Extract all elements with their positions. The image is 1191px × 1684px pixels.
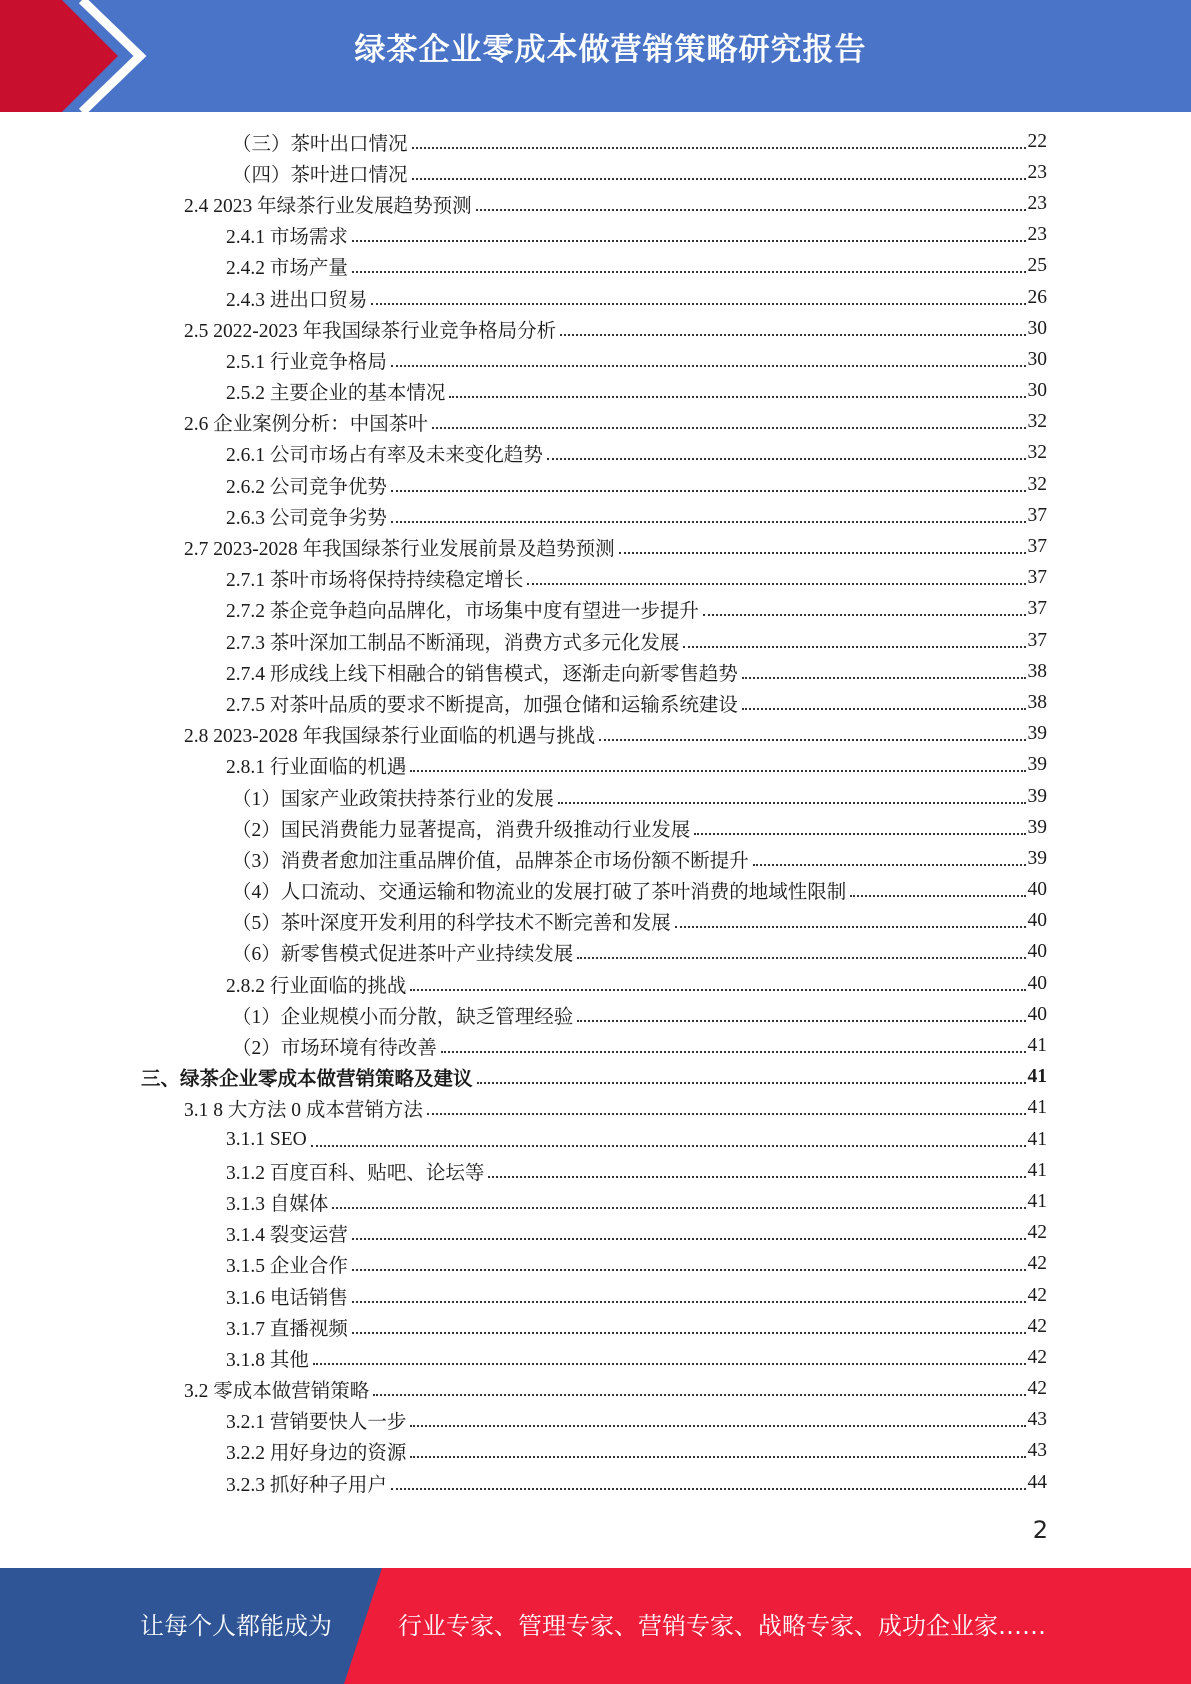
toc-entry-label: （5）茶叶深度开发利用的科学技术不断完善和发展 — [232, 913, 671, 935]
toc-entry[interactable] — [0, 500, 1047, 531]
toc-dot-leader — [742, 677, 1026, 679]
toc-entry[interactable] — [0, 1093, 1047, 1124]
toc-entry-label: 2.4.3 进出口贸易 — [226, 289, 368, 311]
toc-entry-page: 39 — [1027, 847, 1047, 869]
toc-entry-page: 40 — [1027, 972, 1047, 994]
toc-entry[interactable] — [0, 1436, 1047, 1467]
toc-entry-label: 2.8.2 行业面临的挑战 — [226, 975, 407, 997]
toc-entry[interactable] — [0, 594, 1047, 625]
toc-entry[interactable] — [0, 906, 1047, 937]
toc-entry-page: 30 — [1027, 317, 1047, 339]
toc-entry-label: （2）国民消费能力显著提高，消费升级推动行业发展 — [232, 819, 691, 841]
toc-entry-label: （4）人口流动、交通运输和物流业的发展打破了茶叶消费的地域性限制 — [232, 882, 847, 904]
toc-dot-leader — [352, 1301, 1026, 1303]
toc-entry[interactable] — [0, 438, 1047, 469]
toc-entry[interactable] — [0, 719, 1047, 750]
toc-dot-leader — [432, 427, 1026, 429]
toc-entry-page: 23 — [1027, 161, 1047, 183]
toc-entry-label: 2.4.2 市场产量 — [226, 258, 348, 280]
toc-entry[interactable] — [0, 157, 1047, 188]
toc-entry-page: 23 — [1027, 192, 1047, 214]
toc-entry-page: 30 — [1027, 380, 1047, 402]
page-number: 2 — [1032, 1516, 1048, 1544]
toc-entry[interactable] — [0, 531, 1047, 562]
toc-entry-label: 2.6 企业案例分析：中国茶叶 — [184, 414, 428, 436]
toc-entry-label: （四）茶叶进口情况 — [232, 164, 408, 186]
toc-entry-label: （1）国家产业政策扶持茶行业的发展 — [232, 788, 554, 810]
toc-entry[interactable] — [0, 313, 1047, 344]
toc-entry[interactable] — [0, 1374, 1047, 1405]
toc-entry-label: 3.1.1 SEO — [226, 1128, 307, 1150]
toc-dot-leader — [675, 926, 1026, 928]
toc-entry-page: 40 — [1027, 910, 1047, 932]
toc-entry-page: 25 — [1027, 255, 1047, 277]
toc-entry[interactable] — [0, 188, 1047, 219]
toc-entry-label: 3.2.2 用好身边的资源 — [226, 1443, 407, 1465]
footer-roles: 行业专家、管理专家、营销专家、战略专家、成功企业家…… — [398, 1612, 1046, 1640]
toc-entry-page: 40 — [1027, 941, 1047, 963]
toc-entry-label: （三）茶叶出口情况 — [232, 133, 408, 155]
toc-entry-label: 3.1.3 自媒体 — [226, 1193, 329, 1215]
toc-entry-page: 26 — [1027, 286, 1047, 308]
toc-entry-page: 38 — [1027, 660, 1047, 682]
toc-entry-page: 37 — [1027, 504, 1047, 526]
toc-entry-page: 38 — [1027, 691, 1047, 713]
toc-dot-leader — [410, 1456, 1025, 1458]
toc-dot-leader — [441, 1051, 1026, 1053]
toc-dot-leader — [477, 1082, 1026, 1084]
toc-entry[interactable] — [0, 843, 1047, 874]
toc-entry-page: 37 — [1027, 567, 1047, 589]
toc-entry-page: 23 — [1027, 224, 1047, 246]
footer-slogan: 让每个人都能成为 — [140, 1612, 332, 1640]
toc-entry[interactable] — [0, 687, 1047, 718]
toc-entry-page: 32 — [1027, 411, 1047, 433]
toc-dot-leader — [410, 770, 1025, 772]
toc-dot-leader — [527, 583, 1025, 585]
toc-entry[interactable] — [0, 1405, 1047, 1436]
toc-entry-label: 三、绿茶企业零成本做营销策略及建议 — [141, 1069, 473, 1091]
toc-entry-page: 37 — [1027, 536, 1047, 558]
toc-entry[interactable] — [0, 563, 1047, 594]
page-header — [0, 0, 1191, 112]
toc-dot-leader — [391, 1488, 1026, 1490]
toc-dot-leader — [850, 895, 1025, 897]
toc-entry-label: 2.6.1 公司市场占有率及未来变化趋势 — [226, 445, 543, 467]
toc-entry[interactable] — [0, 625, 1047, 656]
toc-entry[interactable] — [0, 251, 1047, 282]
toc-dot-leader — [412, 147, 1026, 149]
toc-entry-label: 3.1.4 裂变运营 — [226, 1225, 348, 1247]
toc-entry[interactable] — [0, 750, 1047, 781]
toc-entry-page: 37 — [1027, 598, 1047, 620]
toc-entry-label: 3.1.2 百度百科、贴吧、论坛等 — [226, 1162, 485, 1184]
toc-dot-leader — [703, 614, 1026, 616]
toc-dot-leader — [577, 1020, 1025, 1022]
toc-entry-label: 3.1.7 直播视频 — [226, 1318, 348, 1340]
toc-entry[interactable] — [0, 656, 1047, 687]
toc-dot-leader — [410, 989, 1025, 991]
toc-entry-label: 2.6.2 公司竞争优势 — [226, 476, 387, 498]
toc-entry-label: 3.1.8 其他 — [226, 1349, 309, 1371]
toc-entry-label: 3.1.6 电话销售 — [226, 1287, 348, 1309]
toc-dot-leader — [391, 365, 1026, 367]
toc-entry[interactable] — [0, 407, 1047, 438]
toc-entry-label: 2.8 2023-2028 年我国绿茶行业面临的机遇与挑战 — [184, 726, 596, 748]
toc-dot-leader — [742, 708, 1026, 710]
toc-entry-page: 42 — [1027, 1253, 1047, 1275]
toc-entry-label: 2.5.1 行业竞争格局 — [226, 351, 387, 373]
toc-entry-page: 43 — [1027, 1440, 1047, 1462]
toc-entry-page: 41 — [1027, 1066, 1047, 1088]
toc-entry[interactable] — [0, 126, 1047, 157]
toc-entry-page: 39 — [1027, 754, 1047, 776]
toc-dot-leader — [753, 864, 1026, 866]
toc-entry-page: 41 — [1027, 1159, 1047, 1181]
toc-entry[interactable] — [0, 937, 1047, 968]
toc-dot-leader — [391, 490, 1026, 492]
toc-dot-leader — [683, 646, 1025, 648]
toc-entry-page: 22 — [1027, 130, 1047, 152]
toc-entry[interactable] — [0, 376, 1047, 407]
toc-entry-page: 32 — [1027, 473, 1047, 495]
toc-entry-label: 2.6.3 公司竞争劣势 — [226, 507, 387, 529]
toc-entry-label: 2.5.2 主要企业的基本情况 — [226, 383, 446, 405]
toc-dot-leader — [427, 1113, 1026, 1115]
toc-entry-page: 41 — [1027, 1128, 1047, 1150]
toc-dot-leader — [488, 1176, 1025, 1178]
toc-entry-page: 41 — [1027, 1190, 1047, 1212]
toc-dot-leader — [313, 1363, 1026, 1365]
toc-entry[interactable] — [0, 1311, 1047, 1342]
toc-entry[interactable] — [0, 1280, 1047, 1311]
toc-entry-page: 39 — [1027, 723, 1047, 745]
toc-dot-leader — [373, 1394, 1025, 1396]
toc-entry[interactable] — [0, 781, 1047, 812]
toc-entry-page: 37 — [1027, 629, 1047, 651]
toc-entry-label: 2.4.1 市场需求 — [226, 227, 348, 249]
toc-entry[interactable] — [0, 1155, 1047, 1186]
toc-dot-leader — [391, 521, 1026, 523]
toc-entry-label: 3.1.5 企业合作 — [226, 1256, 348, 1278]
toc-entry[interactable] — [0, 344, 1047, 375]
toc-dot-leader — [352, 271, 1026, 273]
toc-entry-page: 39 — [1027, 785, 1047, 807]
toc-dot-leader — [449, 396, 1025, 398]
toc-entry-label: 2.7.5 对茶叶品质的要求不断提高，加强仓储和运输系统建设 — [226, 694, 738, 716]
toc-entry-label: 3.1 8 大方法 0 成本营销方法 — [184, 1100, 423, 1122]
toc-entry-page: 39 — [1027, 816, 1047, 838]
toc-entry-label: 2.5 2022-2023 年我国绿茶行业竞争格局分析 — [184, 320, 557, 342]
toc-entry[interactable] — [0, 1218, 1047, 1249]
toc-dot-leader — [619, 552, 1026, 554]
toc-dot-leader — [560, 334, 1025, 336]
toc-entry[interactable] — [0, 1186, 1047, 1217]
toc-entry[interactable] — [0, 220, 1047, 251]
toc-entry-page: 42 — [1027, 1346, 1047, 1368]
toc-entry-label: 3.2 零成本做营销策略 — [184, 1381, 370, 1403]
toc-entry-label: （6）新零售模式促进茶叶产业持续发展 — [232, 944, 574, 966]
toc-dot-leader — [311, 1145, 1026, 1147]
toc-dot-leader — [352, 240, 1026, 242]
toc-entry[interactable] — [0, 282, 1047, 313]
toc-dot-leader — [694, 833, 1025, 835]
arrow-logo-icon — [0, 0, 160, 112]
toc-entry[interactable] — [0, 1062, 1047, 1093]
toc-entry[interactable] — [0, 968, 1047, 999]
toc-entry-page: 43 — [1027, 1409, 1047, 1431]
toc-entry-label: 2.4 2023 年绿茶行业发展趋势预测 — [184, 195, 472, 217]
toc-entry-page: 32 — [1027, 442, 1047, 464]
toc-entry[interactable] — [0, 812, 1047, 843]
toc-entry-page: 42 — [1027, 1222, 1047, 1244]
toc-entry-label: （2）市场环境有待改善 — [232, 1038, 437, 1060]
toc-entry-label: 2.7.2 茶企竞争趋向品牌化，市场集中度有望进一步提升 — [226, 601, 699, 623]
toc-entry-label: 3.2.3 抓好种子用户 — [226, 1474, 387, 1496]
toc-entry-label: 2.7.1 茶叶市场将保持持续稳定增长 — [226, 570, 524, 592]
toc-dot-leader — [577, 957, 1025, 959]
toc-entry-page: 42 — [1027, 1284, 1047, 1306]
toc-entry-page: 30 — [1027, 348, 1047, 370]
toc-entry-page: 41 — [1027, 1035, 1047, 1057]
toc-dot-leader — [412, 178, 1026, 180]
toc-dot-leader — [476, 209, 1026, 211]
toc-entry-page: 44 — [1027, 1471, 1047, 1493]
toc-entry[interactable] — [0, 1249, 1047, 1280]
toc-entry[interactable] — [0, 1342, 1047, 1373]
report-title: 绿茶企业零成本做营销策略研究报告 — [354, 32, 867, 68]
toc-entry-label: 3.2.1 营销要快人一步 — [226, 1412, 407, 1434]
toc-dot-leader — [352, 1332, 1026, 1334]
toc-entry-page: 42 — [1027, 1378, 1047, 1400]
toc-entry-page: 40 — [1027, 1003, 1047, 1025]
toc-dot-leader — [332, 1207, 1025, 1209]
toc-entry[interactable] — [0, 1030, 1047, 1061]
toc-dot-leader — [352, 1238, 1026, 1240]
toc-dot-leader — [371, 303, 1025, 305]
toc-entry[interactable] — [0, 999, 1047, 1030]
table-of-contents — [0, 126, 1191, 1498]
toc-entry-page: 41 — [1027, 1097, 1047, 1119]
toc-entry-label: 2.7 2023-2028 年我国绿茶行业发展前景及趋势预测 — [184, 539, 615, 561]
toc-entry-label: 2.7.4 形成线上线下相融合的销售模式，逐渐走向新零售趋势 — [226, 663, 738, 685]
toc-entry-page: 40 — [1027, 879, 1047, 901]
toc-entry-label: 2.7.3 茶叶深加工制品不断涌现，消费方式多元化发展 — [226, 632, 680, 654]
toc-dot-leader — [599, 739, 1025, 741]
toc-dot-leader — [352, 1269, 1026, 1271]
toc-dot-leader — [410, 1425, 1025, 1427]
page-footer — [0, 1568, 1191, 1684]
toc-dot-leader — [558, 802, 1026, 804]
toc-entry-label: （3）消费者愈加注重品牌价值，品牌茶企市场份额不断提升 — [232, 850, 749, 872]
toc-dot-leader — [547, 458, 1026, 460]
toc-entry[interactable] — [0, 1124, 1047, 1155]
toc-entry[interactable] — [0, 875, 1047, 906]
toc-entry[interactable] — [0, 469, 1047, 500]
toc-entry-label: （1）企业规模小而分散，缺乏管理经验 — [232, 1006, 574, 1028]
toc-entry-page: 42 — [1027, 1315, 1047, 1337]
toc-entry[interactable] — [0, 1467, 1047, 1498]
toc-entry-label: 2.8.1 行业面临的机遇 — [226, 757, 407, 779]
